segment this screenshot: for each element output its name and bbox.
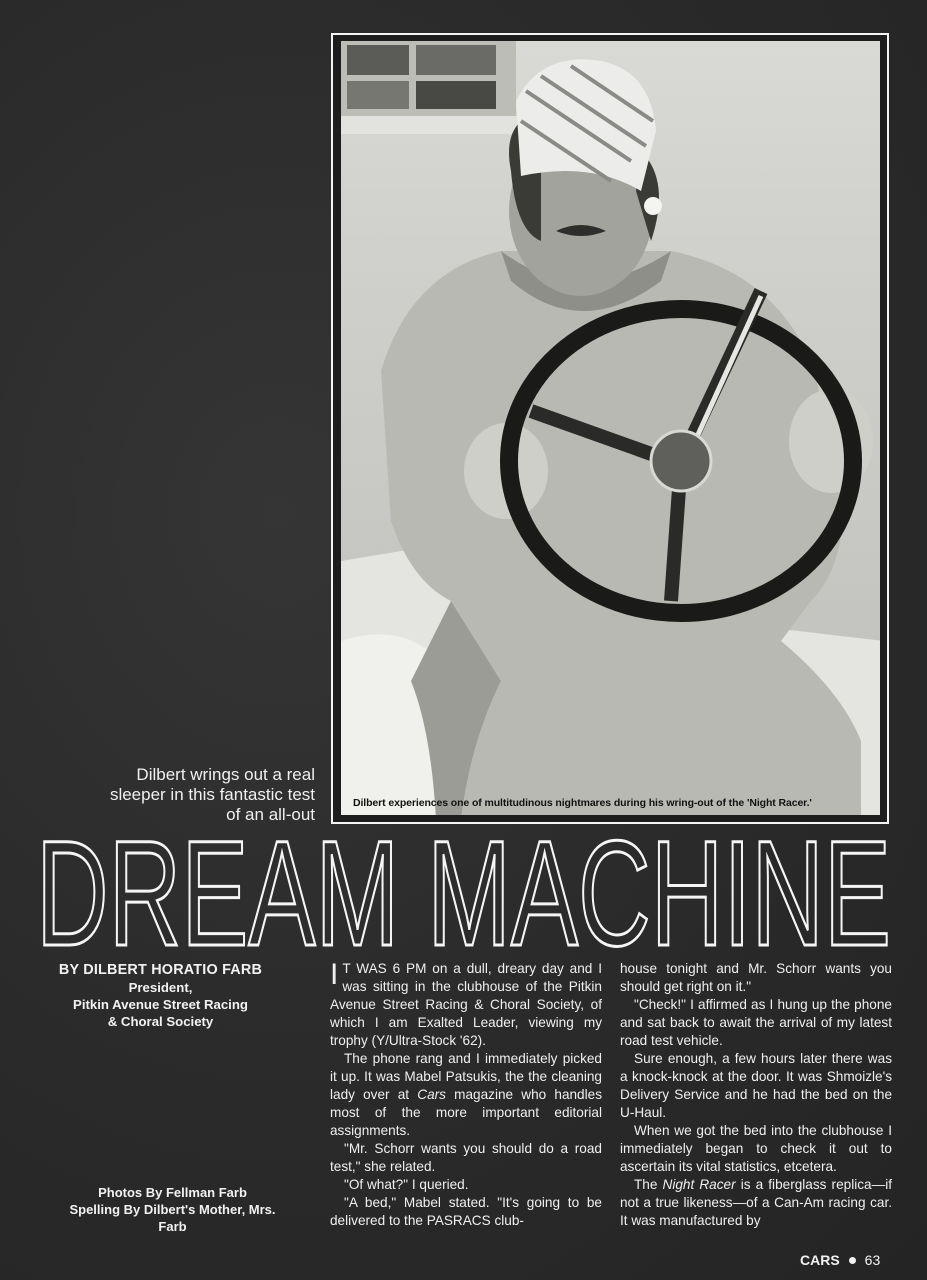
horn-button <box>651 431 711 491</box>
author-title: & Choral Society <box>107 1014 214 1029</box>
paragraph: "Check!" I affirmed as I hung up the phone and sat back to await the arrival of my latest road test vehicle. <box>620 997 892 1048</box>
deck-line: Dilbert wrings out a real <box>136 765 315 784</box>
article-column-1 <box>330 960 602 1230</box>
nightcap <box>516 59 656 191</box>
credit-line: Farb <box>158 1219 187 1234</box>
paragraph: house tonight and Mr. Schorr wants you should get right on it." <box>620 961 892 994</box>
deck-line: sleeper in this fantastic test <box>109 785 315 804</box>
headline-text: DREAM MACHINE <box>36 833 891 958</box>
author-name: BY DILBERT HORATIO FARB <box>58 962 263 978</box>
page-folio <box>800 1252 880 1268</box>
photo-credits <box>40 1184 305 1235</box>
drop-cap: I <box>330 958 339 991</box>
paragraph: When we got the bed into the clubhouse I immediately began to check it out to ascertain its vital statistics, etcetera. <box>620 1123 892 1174</box>
credit-line: Photos By Fellman Farb <box>98 1185 247 1200</box>
photo-caption: Dilbert experiences one of multitudinous nightmares during his wring-out of the 'Night Racer.' <box>353 797 812 809</box>
article-column-2 <box>620 960 892 1230</box>
paragraph: "Of what?" I queried. <box>344 1177 469 1192</box>
page-number: 63 <box>864 1252 881 1268</box>
driver-photo-illustration <box>341 41 880 815</box>
byline <box>28 962 293 1030</box>
author-title: President, <box>128 980 193 995</box>
headline <box>36 833 896 958</box>
credit-line: Spelling By Dilbert's Mother, Mrs. <box>69 1202 276 1217</box>
paragraph: The Night Racer is a fiberglass replica—if not a true likeness—of a Can-Am racing car. It was manufactured by <box>620 1177 892 1228</box>
paragraph: "A bed," Mabel stated. "It's going to be delivered to the PASRACS club- <box>330 1195 602 1228</box>
bullet-icon <box>849 1257 856 1264</box>
deck <box>75 765 315 825</box>
photo-frame <box>331 33 889 824</box>
photo <box>341 41 880 815</box>
magazine-name: CARS <box>800 1252 840 1268</box>
deck-line: of an all-out <box>226 805 315 824</box>
paragraph: The phone rang and I immediately picked it up. It was Mabel Patsukis, the the cleaning lady over at Cars magazine who handles most of the more important editorial assignments. <box>330 1051 602 1138</box>
paragraph: Sure enough, a few hours later there was a knock-knock at the door. It was Shmoizle's Delivery Service and he had the bed on the U-Haul. <box>620 1051 892 1120</box>
author-title: Pitkin Avenue Street Racing <box>73 997 248 1012</box>
paragraph: "Mr. Schorr wants you should do a road test," she related. <box>330 1141 602 1174</box>
paragraph: I T WAS 6 PM on a dull, dreary day and I was sitting in the clubhouse of the Pitkin Avenue Street Racing & Choral Society, of which I am Exalted Leader, viewing my trophy (Y/Ultra-Stock '62). <box>330 958 602 1048</box>
